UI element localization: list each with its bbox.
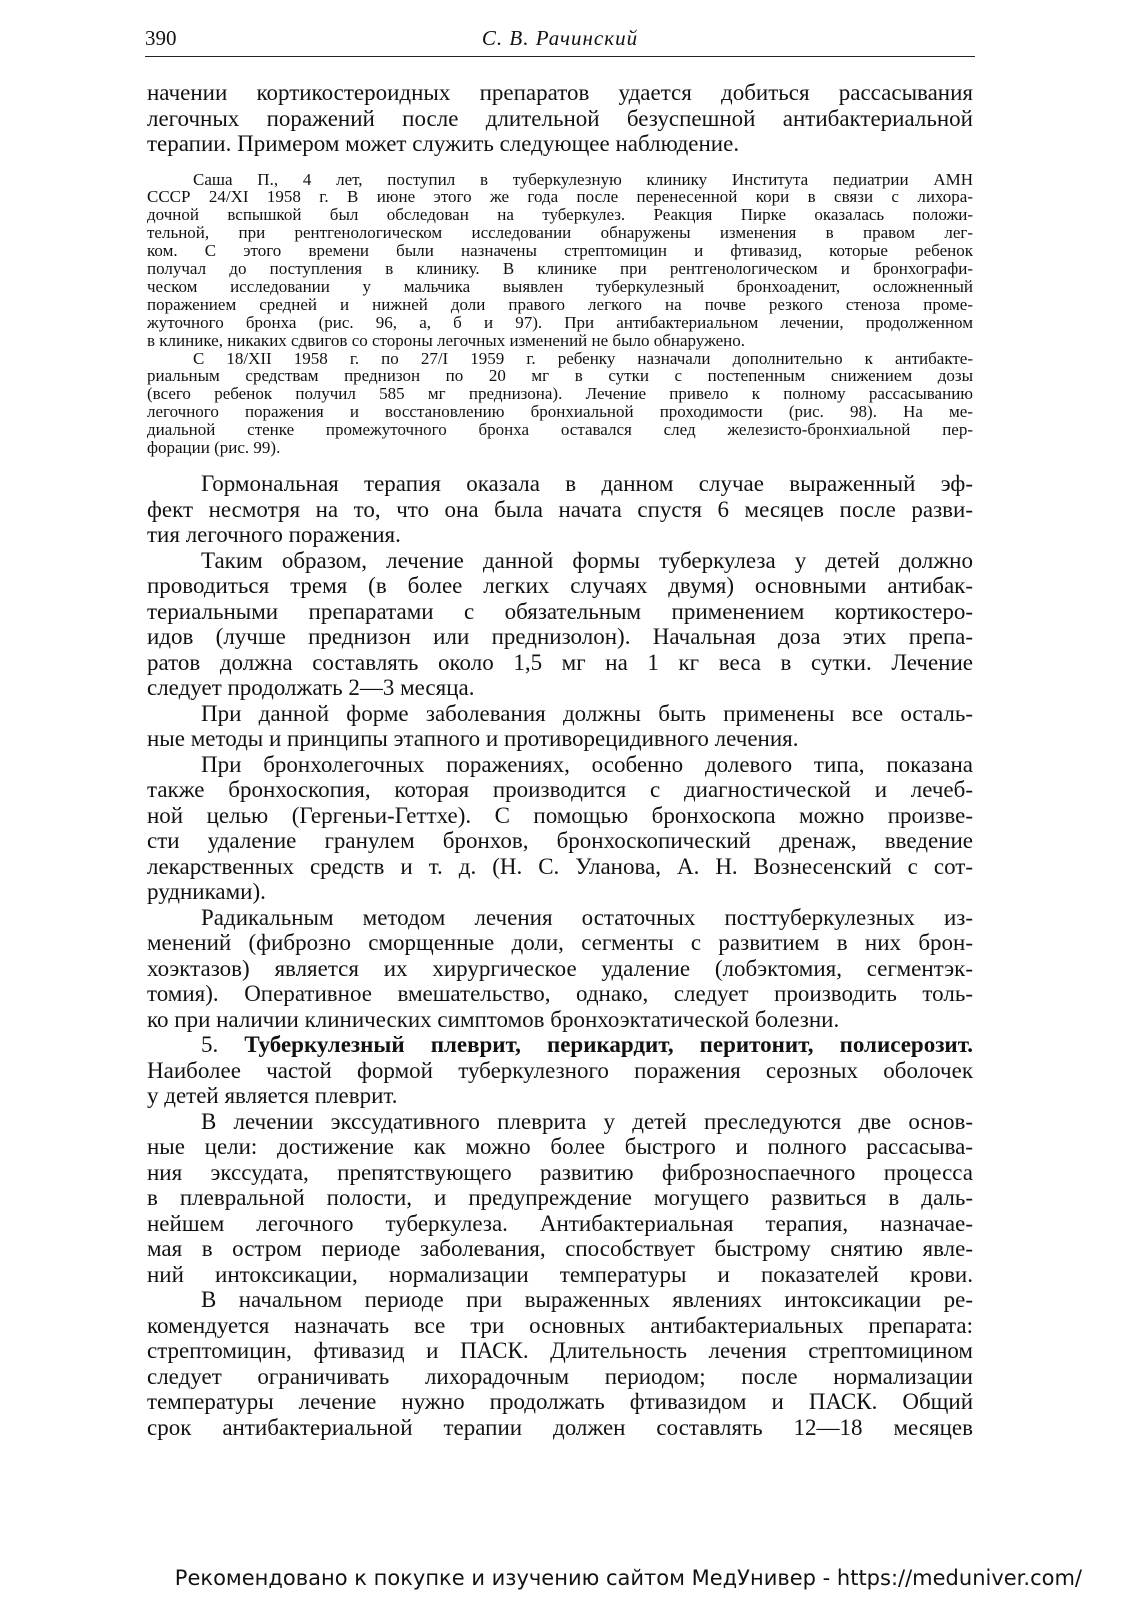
page-number: 390 [145, 26, 177, 50]
text-line: тельной, при рентгенологическом исследовании обнаружены изменения в правом лег- [147, 223, 973, 243]
text-line: Гормональная терапия оказала в данном случае выраженный эф- [201, 471, 973, 496]
text-line: сти удаление гранулем бронхов, бронхоскопический дренаж, введение [147, 828, 973, 853]
text-line: В лечении экссудативного плеврита у детей преследуются две основ- [201, 1108, 973, 1134]
text-line: менений (фиброзно сморщенные доли, сегменты с развитием в них брон- [147, 930, 973, 955]
text-line: ческом исследовании у мальчика выявлен туберкулезный бронхоаденит, осложненный [147, 276, 973, 296]
text-line: жуточного бронха (рис. 96, а, б и 97). При антибактериальном лечении, продолженном [147, 312, 973, 332]
text-line: срок антибактериальной терапии должен составлять 12—18 месяцев [147, 1414, 973, 1440]
text-line: идов (лучше преднизон или преднизолон). Начальная доза этих препа- [147, 624, 973, 649]
text-line: ний интоксикации, нормализации температуры и показателей крови. [147, 1261, 973, 1287]
case-paragraph [147, 350, 973, 368]
text-line: При данной форме заболевания должны быть применены все осталь- [201, 700, 973, 726]
text-line: легочных поражений после длительной безуспешной антибактериальной [147, 105, 973, 131]
text-line: комендуется назначать все три основных антибактериальных препарата: [147, 1312, 973, 1338]
page-body [147, 80, 973, 1440]
paragraph [147, 752, 973, 905]
text-line: проводиться тремя (в более легких случаях двумя) основными антибак- [147, 573, 973, 598]
text-line: тия легочного поражения. [147, 522, 401, 547]
text-line: (всего ребенок получил 585 мг преднизона). Лечение привело к полному рассасыванию [147, 384, 973, 404]
text-line: начении кортикостероидных препаратов удается добиться рассасывания [147, 80, 973, 105]
section-5 [147, 1032, 973, 1109]
paragraph [147, 1109, 973, 1288]
text-line: С 18/XII 1958 г. по 27/I 1959 г. ребенку назначали дополнительно к антибакте- [193, 348, 973, 368]
intro-paragraph [147, 80, 973, 157]
text-line: териальными препаратами с обязательным применением кортикостеро- [147, 598, 973, 624]
text-line: стрептомицин, фтивазид и ПАСК. Длительность лечения стрептомицином [147, 1338, 973, 1363]
page-header [145, 22, 975, 57]
text-line: хоэктазов) является их хирургическое удаление (лобэктомия, сегментэк- [147, 955, 973, 981]
section-number: 5. [201, 1032, 219, 1057]
text-line: Саша П., 4 лет, поступил в туберкулезную клинику Института педиатрии АМН [193, 169, 973, 189]
text-line: риальным средствам преднизон по 20 мг в сутки с постепенным снижением дозы [147, 366, 973, 386]
case-paragraph [147, 171, 973, 189]
text-line: поражением средней и нижней доли правого легкого на почве резкого стеноза проме- [147, 294, 973, 314]
text-line: ные методы и принципы этапного и противорецидивного лечения. [147, 726, 799, 751]
text-line: лекарственных средств и т. д. (Н. С. Уланова, А. Н. Вознесенский с сот- [147, 853, 973, 879]
text-line: легочного поражения и восстановлению бронхиальной проходимости (рис. 98). На ме- [147, 402, 973, 422]
section-heading: Туберкулезный плеврит, перикардит, перитонит, полисерозит. [244, 1032, 974, 1057]
text-line: В начальном периоде при выраженных явлениях интоксикации ре- [201, 1287, 973, 1312]
text-line: Радикальным методом лечения остаточных посттуберкулезных из- [201, 904, 973, 930]
text-line: ные цели: достижение как можно более быстрого и полного рассасыва- [147, 1134, 973, 1159]
text-line: в клинике, никаких сдвигов со стороны легочных изменений не было обнаружено. [147, 330, 745, 350]
text-line: мая в остром периоде заболевания, способствует быстрому снятию явле- [147, 1236, 973, 1261]
paragraph [147, 471, 973, 548]
text-line: в плевральной полости, и предупреждение могущего развиться в даль- [147, 1185, 973, 1210]
text-line: ной целью (Гергеньи-Геттхе). С помощью бронхоскопа можно произве- [147, 802, 973, 828]
footer-watermark: Рекомендовано к покупке и изучению сайтом МедУнивер - https://meduniver.com/ [174, 1566, 1082, 1590]
text-line: нейшем легочного туберкулеза. Антибактериальная терапия, назначае- [147, 1210, 973, 1236]
text-line: ко при наличии клинических симптомов бронхоэктатической болезни. [147, 1006, 840, 1032]
paragraph [147, 905, 973, 1033]
text-line: томия). Оперативное вмешательство, однако, следует производить толь- [147, 981, 973, 1006]
text-line: фект несмотря на то, что она была начата спустя 6 месяцев после разви- [147, 496, 973, 522]
text-line: дочной вспышкой был обследован на туберкулез. Реакция Пирке оказалась положи- [147, 205, 973, 225]
text-line: форации (рис. 99). [147, 438, 281, 458]
text-line: ратов должна составлять около 1,5 мг на 1 кг веса в сутки. Лечение [147, 649, 973, 675]
running-title: С. В. Рачинский [481, 26, 639, 50]
paragraph [147, 548, 973, 701]
text-line: получал до поступления в клинику. В клинике при рентгенологическом и бронхографи- [147, 259, 973, 279]
text-line: следует продолжать 2—3 месяца. [147, 675, 475, 700]
text-line: у детей является плеврит. [147, 1083, 398, 1108]
text-line: ком. С этого времени были назначены стрептомицин и фтивазид, которые ребенок [147, 241, 973, 261]
paragraph [147, 1287, 973, 1440]
text-line: терапии. Примером может служить следующее наблюдение. [147, 131, 740, 156]
text-line: следует ограничивать лихорадочным периодом; после нормализации [147, 1363, 973, 1389]
text-line: температуры лечение нужно продолжать фтивазидом и ПАСК. Общий [147, 1389, 973, 1414]
section-heading-line [147, 1032, 973, 1058]
text-line: диальной стенке промежуточного бронха оставался след железисто-бронхиальной пер- [147, 420, 973, 440]
case-report [147, 171, 973, 458]
text-line: При бронхолегочных поражениях, особенно долевого типа, показана [201, 751, 973, 777]
text-line: СССР 24/XI 1958 г. В июне этого же года после перенесенной кори в связи с лихора- [147, 187, 973, 207]
text-line: Таким образом, лечение данной формы туберкулеза у детей должно [201, 547, 973, 573]
paragraph [147, 701, 973, 752]
text-line: Наиболее частой формой туберкулезного поражения серозных оболочек [147, 1057, 973, 1083]
text-line: рудниками). [147, 879, 266, 904]
text-line: ния экссудата, препятствующего развитию фиброзноспаечного процесса [147, 1159, 973, 1185]
text-line: также бронхоскопия, которая производится с диагностической и лечеб- [147, 777, 973, 802]
